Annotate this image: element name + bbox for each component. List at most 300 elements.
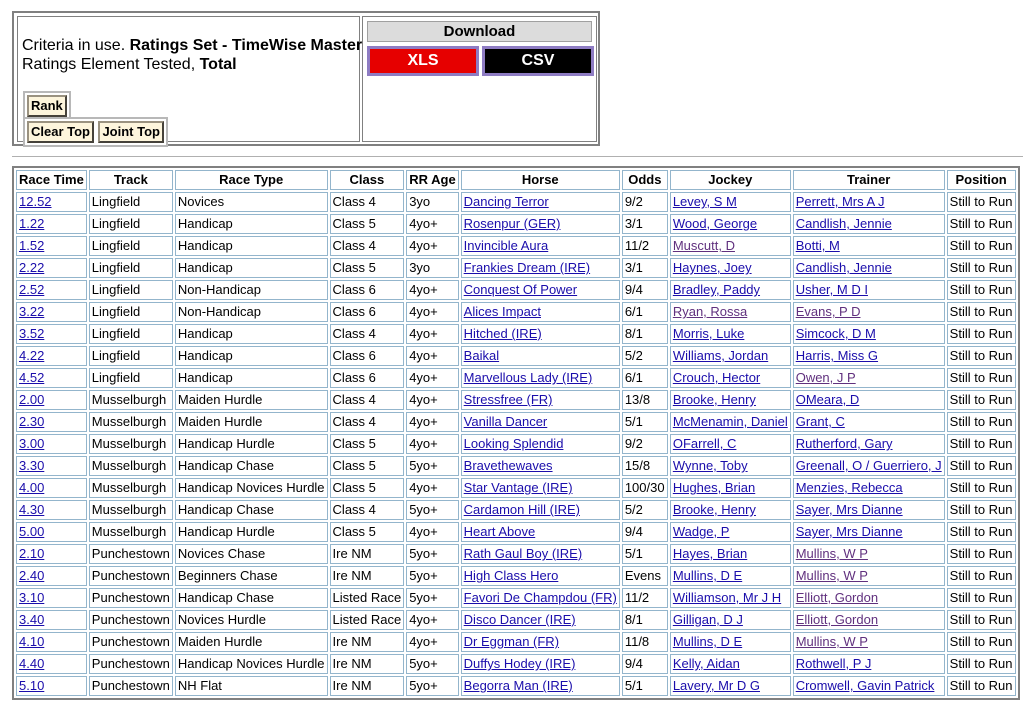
track-cell: Musselburgh [89, 412, 173, 432]
class-cell: Listed Race [330, 610, 405, 630]
horse-link[interactable]: Alices Impact [463, 304, 541, 319]
rr-age-cell: 4yo+ [406, 478, 458, 498]
race-type-cell: Handicap [175, 324, 328, 344]
odds-cell: 5/2 [622, 500, 668, 520]
horse-link[interactable]: Stressfree (FR) [463, 392, 553, 407]
trainer-cell [793, 258, 945, 278]
position-cell: Still to Run [947, 478, 1016, 498]
jockey-link[interactable]: Wood, George [672, 216, 758, 231]
table-row [16, 676, 1016, 696]
trainer-cell [793, 456, 945, 476]
ratings-element-value: Total [199, 56, 237, 73]
horse-link[interactable]: Baikal [463, 348, 500, 363]
track-cell: Lingfield [89, 236, 173, 256]
trainer-cell [793, 566, 945, 586]
trainer-link[interactable]: Harris, Miss G [795, 348, 879, 363]
odds-cell: 11/2 [622, 588, 668, 608]
odds-cell: 3/1 [622, 214, 668, 234]
jockey-link[interactable]: Brooke, Henry [672, 392, 756, 407]
jockey-cell [670, 544, 791, 564]
odds-cell: 5/1 [622, 676, 668, 696]
odds-cell: 8/1 [622, 324, 668, 344]
race-time-link[interactable]: 4.10 [19, 634, 45, 649]
rr-age-cell: 4yo+ [406, 610, 458, 630]
track-cell: Punchestown [89, 676, 173, 696]
race-type-cell: Non-Handicap [175, 280, 328, 300]
odds-cell: 8/1 [622, 610, 668, 630]
class-cell: Class 5 [330, 258, 405, 278]
trainer-link[interactable]: Sayer, Mrs Dianne [795, 524, 903, 539]
race-time-link[interactable]: 3.10 [19, 590, 45, 605]
results-body [16, 192, 1016, 696]
jockey-cell [670, 456, 791, 476]
jockey-link[interactable]: Morris, Luke [672, 326, 745, 341]
odds-cell: 9/4 [622, 522, 668, 542]
race-time-cell [16, 236, 87, 256]
download-header: Download [367, 21, 592, 42]
class-cell: Class 4 [330, 324, 405, 344]
table-row [16, 390, 1016, 410]
table-row [16, 632, 1016, 652]
track-cell: Musselburgh [89, 500, 173, 520]
header-odds: Odds [622, 170, 668, 190]
race-time-link[interactable]: 2.52 [19, 282, 45, 297]
table-row [16, 412, 1016, 432]
race-time-link[interactable]: 2.22 [19, 260, 45, 275]
position-cell: Still to Run [947, 654, 1016, 674]
track-cell: Lingfield [89, 258, 173, 278]
rr-age-cell: 4yo+ [406, 236, 458, 256]
rr-age-cell: 4yo+ [406, 214, 458, 234]
track-cell: Lingfield [89, 324, 173, 344]
odds-cell: 11/8 [622, 632, 668, 652]
jockey-cell [670, 632, 791, 652]
rr-age-cell: 4yo+ [406, 434, 458, 454]
jockey-cell [670, 390, 791, 410]
race-type-cell: Beginners Chase [175, 566, 328, 586]
track-cell: Musselburgh [89, 434, 173, 454]
odds-cell: 13/8 [622, 390, 668, 410]
rr-age-cell: 5yo+ [406, 456, 458, 476]
position-cell: Still to Run [947, 324, 1016, 344]
race-time-link[interactable]: 1.22 [19, 216, 45, 231]
trainer-link[interactable]: Elliott, Gordon [795, 590, 879, 605]
horse-cell [461, 390, 620, 410]
horse-cell [461, 588, 620, 608]
trainer-link[interactable]: Perrett, Mrs A J [795, 194, 885, 209]
horse-link[interactable]: Vanilla Dancer [463, 414, 548, 429]
horse-link[interactable]: High Class Hero [463, 568, 559, 583]
track-cell: Musselburgh [89, 390, 173, 410]
trainer-link[interactable]: Rutherford, Gary [795, 436, 893, 451]
race-time-link[interactable]: 4.30 [19, 502, 45, 517]
race-time-cell [16, 324, 87, 344]
position-cell: Still to Run [947, 566, 1016, 586]
horse-link[interactable]: Cardamon Hill (IRE) [463, 502, 580, 517]
jockey-link[interactable]: Hughes, Brian [672, 480, 756, 495]
odds-cell: 15/8 [622, 456, 668, 476]
header-race-time: Race Time [16, 170, 87, 190]
horse-link[interactable]: Marvellous Lady (IRE) [463, 370, 593, 385]
trainer-cell [793, 478, 945, 498]
trainer-cell [793, 302, 945, 322]
race-time-cell [16, 610, 87, 630]
table-row [16, 236, 1016, 256]
horse-cell [461, 456, 620, 476]
horse-cell [461, 610, 620, 630]
rank-button[interactable]: Rank [27, 95, 67, 117]
trainer-cell [793, 588, 945, 608]
trainer-link[interactable]: Grant, C [795, 414, 845, 429]
horse-cell [461, 544, 620, 564]
race-time-link[interactable]: 3.00 [19, 436, 45, 451]
trainer-link[interactable]: Mullins, W P [795, 634, 868, 649]
odds-cell: 9/4 [622, 654, 668, 674]
trainer-cell [793, 676, 945, 696]
jockey-link[interactable]: Kelly, Aidan [672, 656, 740, 671]
criteria-cell [17, 16, 363, 142]
odds-cell: 5/2 [622, 346, 668, 366]
track-cell: Musselburgh [89, 478, 173, 498]
jockey-link[interactable]: Levey, S M [672, 194, 737, 209]
horse-link[interactable]: Star Vantage (IRE) [463, 480, 573, 495]
position-cell: Still to Run [947, 258, 1016, 278]
track-cell: Lingfield [89, 302, 173, 322]
trainer-cell [793, 280, 945, 300]
trainer-link[interactable]: Usher, M D I [795, 282, 868, 297]
jockey-cell [670, 324, 791, 344]
horse-cell [461, 302, 620, 322]
horse-link[interactable]: Rath Gaul Boy (IRE) [463, 546, 583, 561]
horse-link[interactable]: Begorra Man (IRE) [463, 678, 573, 693]
position-cell: Still to Run [947, 522, 1016, 542]
race-time-link[interactable]: 2.30 [19, 414, 45, 429]
header-trainer: Trainer [793, 170, 945, 190]
jockey-cell [670, 214, 791, 234]
rr-age-cell: 5yo+ [406, 544, 458, 564]
rr-age-cell: 4yo+ [406, 324, 458, 344]
jockey-link[interactable]: Lavery, Mr D G [672, 678, 760, 693]
trainer-cell [793, 544, 945, 564]
race-time-link[interactable]: 4.52 [19, 370, 45, 385]
track-cell: Lingfield [89, 368, 173, 388]
odds-cell: Evens [622, 566, 668, 586]
horse-cell [461, 566, 620, 586]
trainer-cell [793, 214, 945, 234]
horse-link[interactable]: Rosenpur (GER) [463, 216, 561, 231]
jockey-link[interactable]: Bradley, Paddy [672, 282, 761, 297]
trainer-link[interactable]: Evans, P D [795, 304, 861, 319]
jockey-link[interactable]: Ryan, Rossa [672, 304, 748, 319]
position-cell: Still to Run [947, 434, 1016, 454]
table-row [16, 478, 1016, 498]
trainer-cell [793, 632, 945, 652]
race-time-link[interactable]: 3.22 [19, 304, 45, 319]
horse-cell [461, 346, 620, 366]
rr-age-cell: 3yo [406, 192, 458, 212]
horse-cell [461, 434, 620, 454]
track-cell: Lingfield [89, 280, 173, 300]
table-row [16, 302, 1016, 322]
horse-cell [461, 500, 620, 520]
position-cell: Still to Run [947, 302, 1016, 322]
jockey-link[interactable]: Mullins, D E [672, 568, 743, 583]
jockey-link[interactable]: Gilligan, D J [672, 612, 743, 627]
jockey-link[interactable]: McMenamin, Daniel [672, 414, 788, 429]
table-row [16, 500, 1016, 520]
race-type-cell: Handicap [175, 236, 328, 256]
jockey-cell [670, 566, 791, 586]
race-time-cell [16, 588, 87, 608]
table-row [16, 258, 1016, 278]
jockey-cell [670, 346, 791, 366]
position-cell: Still to Run [947, 368, 1016, 388]
rr-age-cell: 4yo+ [406, 280, 458, 300]
position-cell: Still to Run [947, 236, 1016, 256]
jockey-cell [670, 478, 791, 498]
horse-link[interactable]: Conquest Of Power [463, 282, 578, 297]
race-time-cell [16, 280, 87, 300]
trainer-cell [793, 368, 945, 388]
jockey-cell [670, 588, 791, 608]
table-row [16, 588, 1016, 608]
rr-age-cell: 4yo+ [406, 302, 458, 322]
class-cell: Class 5 [330, 456, 405, 476]
header-track: Track [89, 170, 173, 190]
trainer-link[interactable]: Candlish, Jennie [795, 216, 892, 231]
jockey-link[interactable]: Wynne, Toby [672, 458, 748, 473]
position-cell: Still to Run [947, 412, 1016, 432]
race-time-link[interactable]: 4.00 [19, 480, 45, 495]
class-cell: Class 4 [330, 500, 405, 520]
position-cell: Still to Run [947, 456, 1016, 476]
joint-top-button[interactable]: Joint Top [98, 121, 164, 143]
trainer-link[interactable]: Mullins, W P [795, 546, 868, 561]
trainer-link[interactable]: Mullins, W P [795, 568, 868, 583]
jockey-cell [670, 610, 791, 630]
criteria-label: Criteria in use. [22, 37, 130, 54]
trainer-cell [793, 610, 945, 630]
jockey-link[interactable]: OFarrell, C [672, 436, 737, 451]
table-row [16, 434, 1016, 454]
horse-link[interactable]: Invincible Aura [463, 238, 549, 253]
rr-age-cell: 4yo+ [406, 412, 458, 432]
jockey-cell [670, 434, 791, 454]
horse-link[interactable]: Hitched (IRE) [463, 326, 542, 341]
track-cell: Punchestown [89, 654, 173, 674]
horse-cell [461, 258, 620, 278]
table-row [16, 522, 1016, 542]
race-time-cell [16, 500, 87, 520]
table-row [16, 456, 1016, 476]
trainer-cell [793, 522, 945, 542]
jockey-link[interactable]: Haynes, Joey [672, 260, 752, 275]
header-class: Class [330, 170, 405, 190]
horse-link[interactable]: Looking Splendid [463, 436, 564, 451]
race-time-link[interactable]: 3.30 [19, 458, 45, 473]
horse-cell [461, 236, 620, 256]
class-cell: Class 6 [330, 302, 405, 322]
header-race-type: Race Type [175, 170, 328, 190]
odds-cell: 5/1 [622, 412, 668, 432]
rr-age-cell: 5yo+ [406, 500, 458, 520]
jockey-cell [670, 412, 791, 432]
horse-link[interactable]: Bravethewaves [463, 458, 553, 473]
ratings-element-line [22, 56, 237, 74]
odds-cell: 100/30 [622, 478, 668, 498]
race-time-link[interactable]: 5.00 [19, 524, 45, 539]
horse-link[interactable]: Heart Above [463, 524, 536, 539]
horse-cell [461, 280, 620, 300]
race-time-cell [16, 346, 87, 366]
trainer-link[interactable]: Menzies, Rebecca [795, 480, 903, 495]
race-time-cell [16, 654, 87, 674]
class-cell: Ire NM [330, 654, 405, 674]
header-position: Position [947, 170, 1016, 190]
jockey-link[interactable]: Mullins, D E [672, 634, 743, 649]
trainer-link[interactable]: Owen, J P [795, 370, 856, 385]
horse-cell [461, 654, 620, 674]
trainer-link[interactable]: Botti, M [795, 238, 840, 253]
results-table-frame [12, 166, 1020, 700]
position-cell: Still to Run [947, 588, 1016, 608]
trainer-link[interactable]: OMeara, D [795, 392, 860, 407]
trainer-cell [793, 324, 945, 344]
race-type-cell: Handicap Hurdle [175, 522, 328, 542]
race-type-cell: Handicap [175, 346, 328, 366]
results-table [14, 168, 1018, 698]
race-time-link[interactable]: 4.22 [19, 348, 45, 363]
xls-download-button[interactable]: XLS [367, 46, 479, 76]
class-cell: Class 4 [330, 192, 405, 212]
jockey-cell [670, 192, 791, 212]
race-time-cell [16, 478, 87, 498]
horse-link[interactable]: Dr Eggman (FR) [463, 634, 560, 649]
trainer-cell [793, 412, 945, 432]
jockey-link[interactable]: Williamson, Mr J H [672, 590, 782, 605]
odds-cell: 3/1 [622, 258, 668, 278]
horse-link[interactable]: Disco Dancer (IRE) [463, 612, 576, 627]
trainer-link[interactable]: Elliott, Gordon [795, 612, 879, 627]
jockey-cell [670, 236, 791, 256]
table-row [16, 280, 1016, 300]
race-time-link[interactable]: 2.10 [19, 546, 45, 561]
race-time-link[interactable]: 2.00 [19, 392, 45, 407]
race-time-link[interactable]: 12.52 [19, 194, 52, 209]
jockey-cell [670, 654, 791, 674]
horse-cell [461, 324, 620, 344]
race-time-link[interactable]: 4.40 [19, 656, 45, 671]
jockey-link[interactable]: Muscutt, D [672, 238, 735, 253]
horse-link[interactable]: Dancing Terror [463, 194, 549, 209]
class-cell: Class 4 [330, 390, 405, 410]
jockey-link[interactable]: Brooke, Henry [672, 502, 756, 517]
jockey-link[interactable]: Williams, Jordan [672, 348, 769, 363]
class-cell: Class 4 [330, 236, 405, 256]
race-time-cell [16, 390, 87, 410]
trainer-cell [793, 192, 945, 212]
csv-download-button[interactable]: CSV [482, 46, 594, 76]
rr-age-cell: 4yo+ [406, 390, 458, 410]
table-row [16, 654, 1016, 674]
race-type-cell: NH Flat [175, 676, 328, 696]
race-type-cell: Novices Hurdle [175, 610, 328, 630]
race-time-link[interactable]: 3.52 [19, 326, 45, 341]
race-type-cell: Handicap [175, 214, 328, 234]
race-time-cell [16, 258, 87, 278]
race-time-link[interactable]: 5.10 [19, 678, 45, 693]
race-time-link[interactable]: 1.52 [19, 238, 45, 253]
position-cell: Still to Run [947, 544, 1016, 564]
odds-cell: 6/1 [622, 302, 668, 322]
trainer-link[interactable]: Simcock, D M [795, 326, 876, 341]
race-time-link[interactable]: 3.40 [19, 612, 45, 627]
odds-cell: 9/2 [622, 434, 668, 454]
race-type-cell: Handicap Hurdle [175, 434, 328, 454]
track-cell: Punchestown [89, 610, 173, 630]
clear-top-button[interactable]: Clear Top [27, 121, 94, 143]
race-type-cell: Handicap Chase [175, 456, 328, 476]
class-cell: Class 5 [330, 478, 405, 498]
top-buttons-box [23, 117, 168, 147]
race-time-cell [16, 632, 87, 652]
criteria-line [22, 37, 362, 55]
race-type-cell: Handicap Chase [175, 500, 328, 520]
download-cell [362, 16, 597, 142]
trainer-link[interactable]: Cromwell, Gavin Patrick [795, 678, 935, 693]
race-type-cell: Maiden Hurdle [175, 632, 328, 652]
race-time-cell [16, 412, 87, 432]
class-cell: Ire NM [330, 676, 405, 696]
race-time-cell [16, 434, 87, 454]
table-row [16, 214, 1016, 234]
trainer-link[interactable]: Greenall, O / Guerriero, J [795, 458, 942, 473]
trainer-link[interactable]: Sayer, Mrs Dianne [795, 502, 903, 517]
jockey-cell [670, 676, 791, 696]
horizontal-divider [12, 156, 1023, 157]
jockey-link[interactable]: Wadge, P [672, 524, 730, 539]
horse-link[interactable]: Frankies Dream (IRE) [463, 260, 591, 275]
table-row [16, 566, 1016, 586]
jockey-link[interactable]: Hayes, Brian [672, 546, 748, 561]
race-time-cell [16, 522, 87, 542]
trainer-link[interactable]: Candlish, Jennie [795, 260, 892, 275]
jockey-link[interactable]: Crouch, Hector [672, 370, 761, 385]
table-row [16, 192, 1016, 212]
position-cell: Still to Run [947, 192, 1016, 212]
horse-cell [461, 368, 620, 388]
race-type-cell: Handicap [175, 368, 328, 388]
jockey-cell [670, 368, 791, 388]
trainer-cell [793, 346, 945, 366]
track-cell: Musselburgh [89, 522, 173, 542]
header-jockey: Jockey [670, 170, 791, 190]
table-row [16, 610, 1016, 630]
track-cell: Punchestown [89, 566, 173, 586]
trainer-link[interactable]: Rothwell, P J [795, 656, 872, 671]
horse-cell [461, 412, 620, 432]
race-time-cell [16, 368, 87, 388]
table-row [16, 346, 1016, 366]
race-time-link[interactable]: 2.40 [19, 568, 45, 583]
jockey-cell [670, 280, 791, 300]
table-row [16, 368, 1016, 388]
class-cell: Class 6 [330, 280, 405, 300]
race-time-cell [16, 192, 87, 212]
rr-age-cell: 4yo+ [406, 368, 458, 388]
horse-link[interactable]: Duffys Hodey (IRE) [463, 656, 576, 671]
horse-link[interactable]: Favori De Champdou (FR) [463, 590, 617, 605]
